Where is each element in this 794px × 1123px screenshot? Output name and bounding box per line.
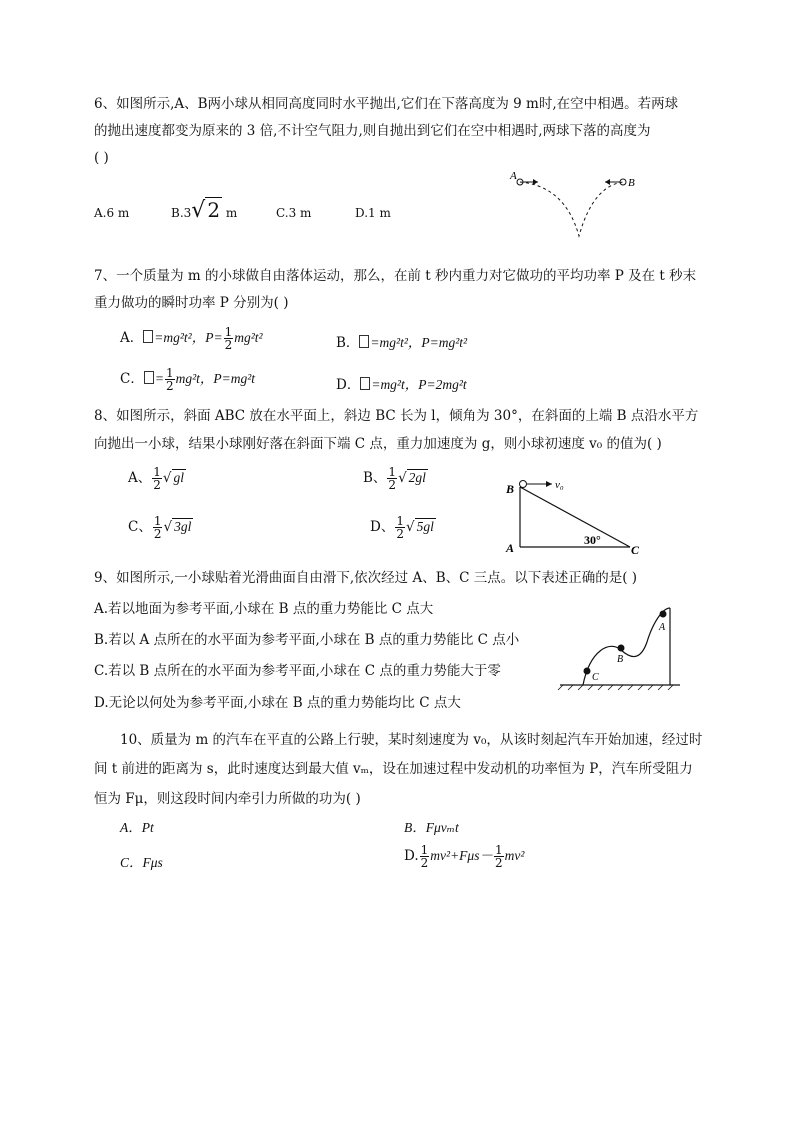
q9-option-b: B.若以 A 点所在的水平面为参考平面,小球在 B 点的重力势能比 C 点小 bbox=[94, 632, 520, 648]
q6-fig-label-a: A bbox=[510, 170, 517, 182]
q7-option-c bbox=[120, 367, 255, 392]
q6-option-d: D.1 m bbox=[355, 206, 391, 220]
q7-option-c-label: C． bbox=[120, 371, 144, 387]
q10-option-a: A．Pt bbox=[120, 820, 154, 835]
q8-option-d-label: D、 bbox=[370, 519, 395, 535]
q8-option-a-radicand: gl bbox=[173, 470, 185, 485]
q7-option-c-text2: mg²t，P=mg²t bbox=[175, 371, 256, 386]
q8-option-a: A、 $\frac{1}{2}$ √ gl bbox=[128, 465, 185, 492]
placeholder-box-icon bbox=[360, 377, 370, 390]
q7-fraction-den: 2 bbox=[224, 338, 233, 352]
q10-line2: 间 t 前进的距离为 s，此时速度达到最大值 vₘ，设在加速过程中发动机的功率恒为 P，汽车所受阻力 bbox=[94, 761, 693, 777]
q8-fraction-den: 2 bbox=[153, 478, 161, 492]
q8-fraction-num: 1 bbox=[388, 465, 397, 479]
q10-fraction-den: 2 bbox=[494, 856, 503, 870]
q10-option-d-label: D. bbox=[404, 848, 419, 864]
q6-line1: 6、如图所示,A、B两小球从相同高度同时水平抛出,它们在下落高度为 9 m时,在空中相遇。若两球 bbox=[94, 96, 679, 112]
q7-fraction-num: 1 bbox=[224, 325, 233, 339]
q10-option-d bbox=[404, 844, 524, 869]
q6-line3: ( ) bbox=[94, 150, 109, 166]
q6-option-b-radicand: 2 bbox=[207, 198, 221, 222]
q6-figure bbox=[505, 168, 645, 243]
q6-line2: 的抛出速度都变为原来的 3 倍,不计空气阻力,则自抛出到它们在空中相遇时,两球下落的高度为 bbox=[94, 123, 651, 139]
q8-fraction-den: 2 bbox=[396, 527, 404, 541]
q7-line2: 重力做功的瞬时功率 P 分别为( ) bbox=[94, 295, 289, 311]
q10-fraction-num: 1 bbox=[420, 843, 429, 857]
q10-option-c: C．Fμs bbox=[120, 855, 163, 870]
q8-fig-v0: v₀ bbox=[555, 479, 564, 491]
q9-option-a: A.若以地面为参考平面,小球在 B 点的重力势能比 C 点大 bbox=[94, 601, 434, 617]
q9-fig-label-c: C bbox=[592, 672, 599, 683]
q9-fig-label-b: B bbox=[617, 654, 624, 665]
q9-line1: 9、如图所示,一小球贴着光滑曲面自由滑下,依次经过 A、B、C 三点。以下表述正确的是( ) bbox=[94, 570, 638, 586]
q8-option-a-label: A、 bbox=[128, 470, 152, 486]
q6-option-c: C.3 m bbox=[276, 206, 312, 220]
q8-option-c: C、 $\frac{1}{2}$ √ 3gl bbox=[128, 514, 192, 541]
q8-fraction-num: 1 bbox=[396, 514, 404, 528]
q7-option-a-text1: =mg²t²，P= bbox=[154, 330, 223, 345]
q8-fig-ball bbox=[520, 481, 527, 488]
q10-fraction-num: 1 bbox=[494, 843, 503, 857]
q6-option-b: B.3√ 2 m bbox=[171, 198, 238, 223]
placeholder-box-icon bbox=[144, 371, 154, 384]
q6-option-b-prefix: B.3 bbox=[171, 206, 192, 220]
q9-fig-ball-b bbox=[618, 645, 625, 652]
q10-option-d-text2: mv² bbox=[504, 848, 525, 863]
q7-option-a bbox=[120, 326, 263, 351]
q9-figure bbox=[555, 600, 685, 692]
q8-option-d: D、 $\frac{1}{2}$ √ 5gl bbox=[370, 514, 434, 541]
q7-option-d-text: =mg²t，P=2mg²t bbox=[371, 377, 467, 392]
q10-option-d-text1: mv²+Fμs－ bbox=[430, 848, 493, 863]
q7-line1: 7、一个质量为 m 的小球做自由落体运动，那么，在前 t 秒内重力对它做功的平均功率 P 及在 t 秒末 bbox=[94, 268, 697, 284]
q7-option-b-label: B． bbox=[336, 335, 360, 351]
q8-line1: 8、如图所示，斜面 ABC 放在水平面上，斜边 BC 长为 l，倾角为 30°，在斜面的上端 B 点沿水平方 bbox=[94, 408, 699, 424]
q8-option-b: B、 $\frac{1}{2}$ √ 2gl bbox=[363, 465, 426, 492]
q7-option-d-label: D． bbox=[336, 377, 361, 393]
q8-fraction-num: 1 bbox=[153, 465, 161, 479]
q8-fig-label-c: C bbox=[631, 543, 640, 557]
q10-line1: 10、质量为 m 的汽车在平直的公路上行驶，某时刻速度为 v₀，从该时刻起汽车开始加速，经过时 bbox=[120, 732, 703, 748]
q8-option-b-label: B、 bbox=[363, 470, 387, 486]
q6-option-b-unit: m bbox=[225, 206, 238, 220]
q7-option-b bbox=[336, 331, 467, 351]
q10-fraction-den: 2 bbox=[420, 856, 429, 870]
q8-option-d-radicand: 5gl bbox=[416, 519, 434, 534]
q9-option-c: C.若以 B 点所在的水平面为参考平面,小球在 C 点的重力势能大于零 bbox=[94, 663, 501, 679]
q8-fraction-den: 2 bbox=[153, 527, 162, 541]
placeholder-box-icon bbox=[359, 335, 369, 348]
q8-fig-side-bc bbox=[520, 487, 630, 547]
q7-option-a-label: A． bbox=[120, 330, 144, 346]
q8-fraction-den: 2 bbox=[388, 478, 397, 492]
placeholder-box-icon bbox=[143, 330, 153, 343]
q9-fig-label-a: A bbox=[659, 622, 666, 633]
q7-fraction-num: 1 bbox=[165, 366, 174, 380]
q8-fig-angle: 30° bbox=[584, 533, 601, 547]
q8-fig-label-b: B bbox=[506, 482, 515, 496]
q8-option-c-label: C、 bbox=[128, 519, 152, 535]
q7-fraction-den: 2 bbox=[165, 379, 174, 393]
q9-fig-ball-a bbox=[660, 611, 667, 618]
q8-fraction-num: 1 bbox=[153, 514, 162, 528]
q10-option-b: B．Fμvₘt bbox=[404, 820, 459, 835]
q8-fig-label-a: A bbox=[506, 541, 515, 555]
q7-option-c-text1: = bbox=[154, 371, 164, 386]
q7-option-d bbox=[336, 373, 467, 393]
q8-line2: 向抛出一小球，结果小球刚好落在斜面下端 C 点，重力加速度为 g，则小球初速度 v₀ 的值为( ) bbox=[94, 436, 662, 452]
q10-line3: 恒为 Fμ，则这段时间内牵引力所做的功为( ) bbox=[94, 791, 361, 807]
q6-fig-trajectory bbox=[520, 182, 623, 236]
q9-fig-ball-c bbox=[584, 668, 591, 675]
q6-fig-label-b: B bbox=[628, 177, 635, 189]
q8-option-c-radicand: 3gl bbox=[174, 519, 192, 534]
q8-figure bbox=[500, 472, 650, 557]
q8-option-b-radicand: 2gl bbox=[408, 470, 426, 485]
q6-option-a: A.6 m bbox=[94, 206, 130, 220]
q9-option-d: D.无论以何处为参考平面,小球在 B 点的重力势能均比 C 点大 bbox=[94, 695, 461, 711]
q7-option-b-text: =mg²t²，P=mg²t² bbox=[370, 335, 468, 350]
q7-option-a-text2: mg²t² bbox=[234, 330, 263, 345]
